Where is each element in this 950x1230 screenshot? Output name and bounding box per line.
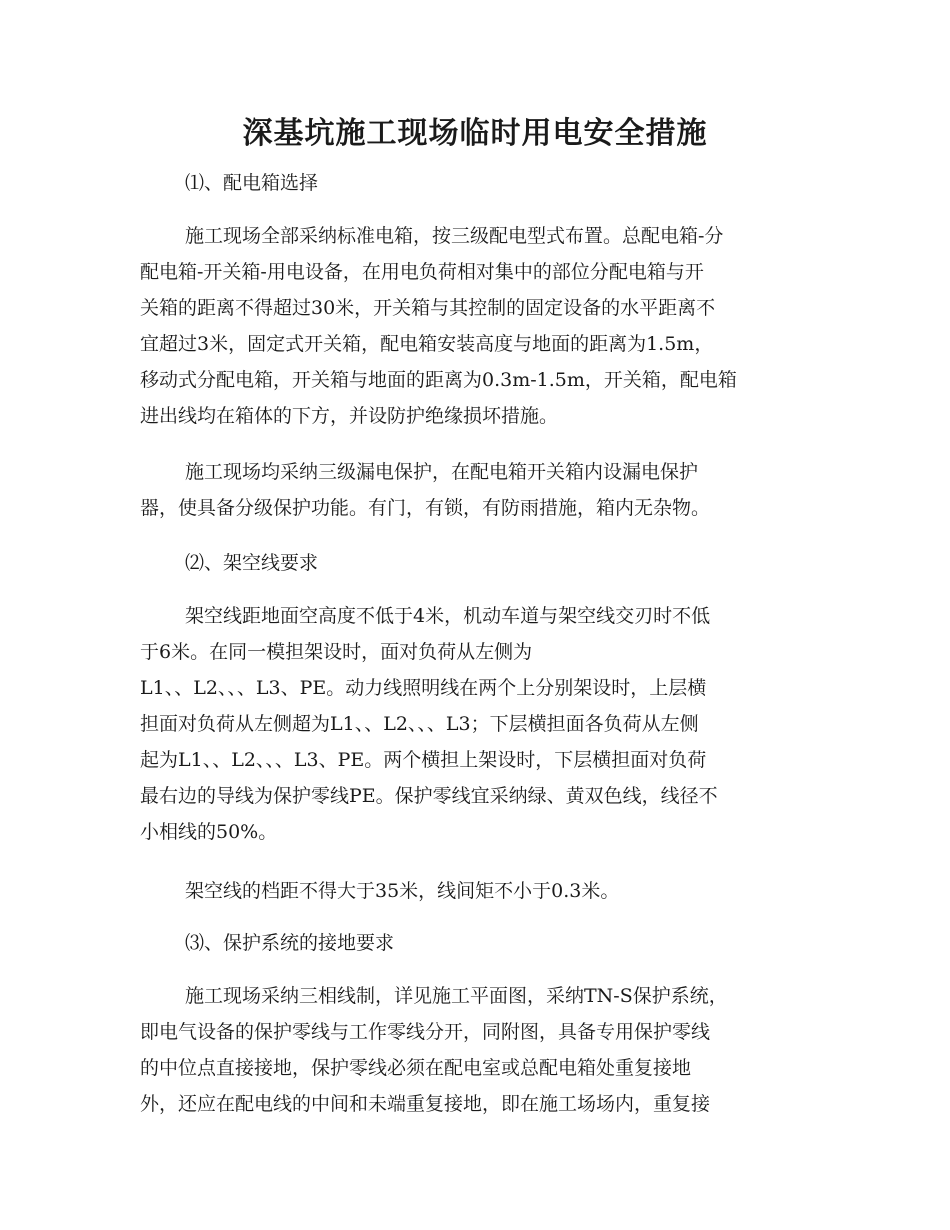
paragraph-line: 宜超过3米，固定式开关箱，配电箱安装高度与地面的距离为1.5m， bbox=[140, 333, 714, 355]
paragraph-leakage-protection bbox=[140, 454, 810, 526]
section-heading-1: ⑴、配电箱选择 bbox=[185, 172, 319, 194]
paragraph-overhead-line bbox=[140, 598, 810, 850]
paragraph-line: 移动式分配电箱，开关箱与地面的距离为0.3m-1.5m，开关箱，配电箱 bbox=[140, 369, 737, 391]
paragraph-grounding bbox=[140, 978, 810, 1122]
paragraph-line: 的中位点直接接地，保护零线必须在配电室或总配电箱处重复接地 bbox=[140, 1057, 692, 1079]
document-title: 深基坑施工现场临时用电安全措施 bbox=[242, 116, 708, 151]
paragraph-line: 架空线距地面空高度不低于4米，机动车道与架空线交刃时不低 bbox=[185, 605, 711, 627]
paragraph-line: 施工现场全部采纳标准电箱，按三级配电型式布置。总配电箱-分 bbox=[185, 225, 724, 247]
section-heading-3: ⑶、保护系统的接地要求 bbox=[185, 932, 395, 954]
paragraph-line: 于6米。在同一模担架设时，面对负荷从左侧为 bbox=[140, 641, 533, 663]
paragraph-distribution-box bbox=[140, 218, 810, 434]
paragraph-line: 担面对负荷从左侧超为L1、、L2、、、L3；下层横担面各负荷从左侧 bbox=[140, 713, 699, 735]
paragraph-span-distance bbox=[140, 873, 810, 909]
paragraph-line: 架空线的档距不得大于35米，线间矩不小于0.3米。 bbox=[185, 880, 620, 902]
paragraph-line: 关箱的距离不得超过30米，开关箱与其控制的固定设备的水平距离不 bbox=[140, 297, 716, 319]
paragraph-line: 器，使具备分级保护功能。有门，有锁，有防雨措施，箱内无杂物。 bbox=[140, 497, 711, 519]
paragraph-line: 起为L1、、L2、、、L3、PE。两个横担上架设时，下层横担面对负荷 bbox=[140, 749, 707, 771]
paragraph-line: 配电箱-开关箱-用电设备，在用电负荷相对集中的部位分配电箱与开 bbox=[140, 261, 704, 283]
paragraph-line: 施工现场采纳三相线制，详见施工平面图，采纳TN-S保护系统， bbox=[185, 985, 728, 1007]
paragraph-line: 外，还应在配电线的中间和未端重复接地，即在施工场场内，重复接 bbox=[140, 1093, 711, 1115]
paragraph-line: L1、、L2、、、L3、PE。动力线照明线在两个上分别架设时，上层横 bbox=[140, 677, 707, 699]
section-heading-2: ⑵、架空线要求 bbox=[185, 552, 319, 574]
paragraph-line: 即电气设备的保护零线与工作零线分开，同附图，具备专用保护零线 bbox=[140, 1021, 711, 1043]
paragraph-line: 小相线的50%。 bbox=[140, 821, 278, 843]
paragraph-line: 最右边的导线为保护零线PE。保护零线宜采纳绿、黄双色线，线径不 bbox=[140, 785, 718, 807]
paragraph-line: 施工现场均采纳三级漏电保护，在配电箱开关箱内设漏电保护 bbox=[185, 461, 699, 483]
paragraph-line: 进出线均在箱体的下方，并设防护绝缘损坏措施。 bbox=[140, 405, 559, 427]
